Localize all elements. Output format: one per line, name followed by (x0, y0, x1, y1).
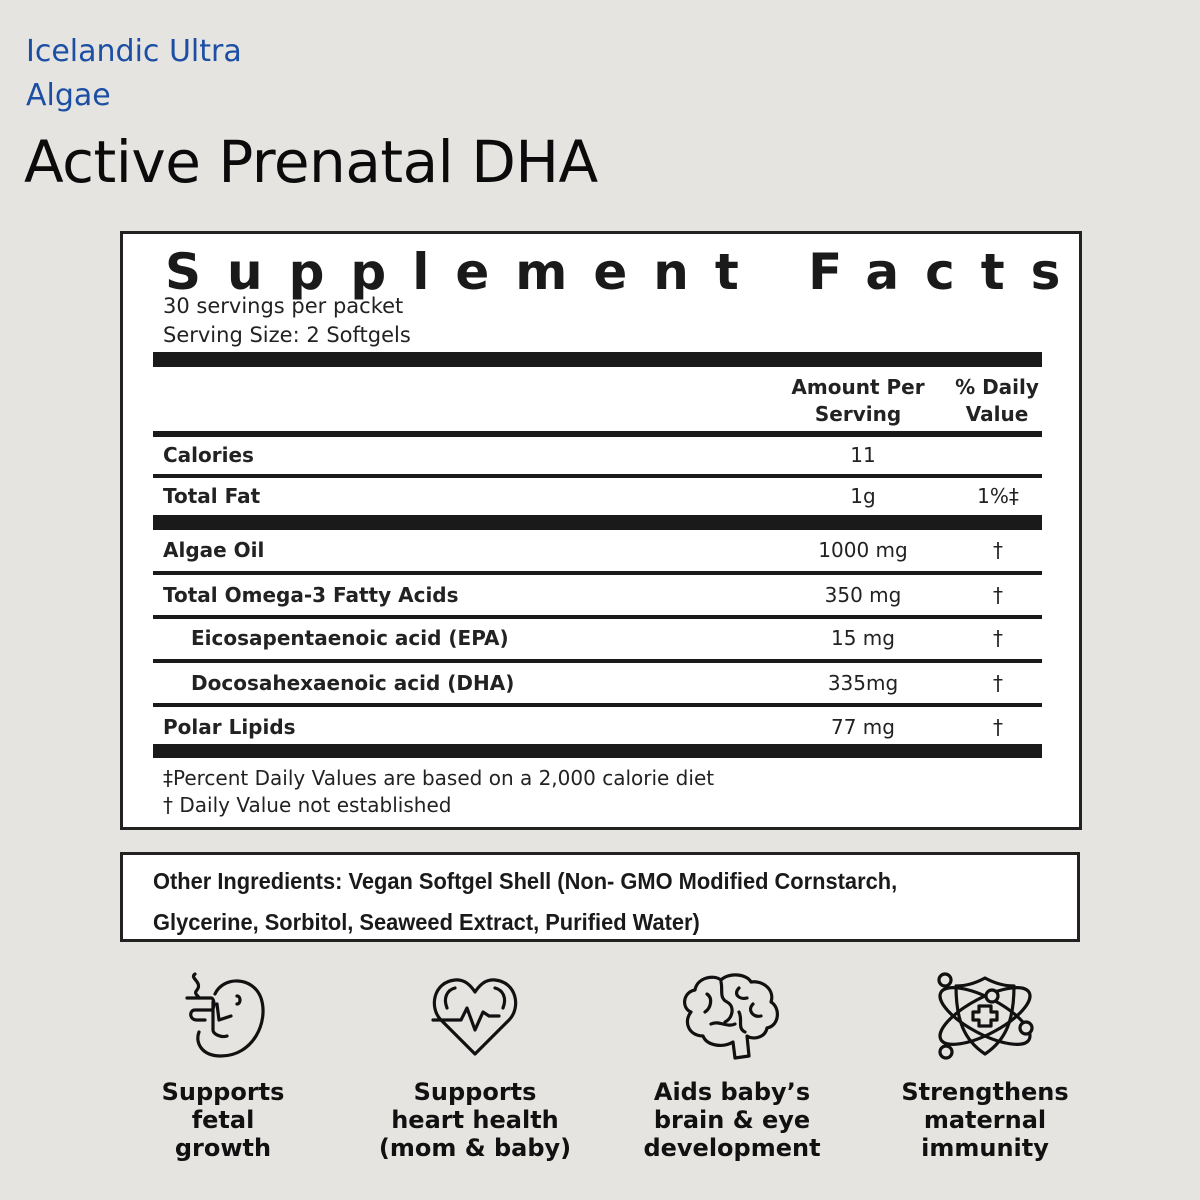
footnote-dv-not-established: † Daily Value not established (163, 793, 452, 817)
benefit-label-line: (mom & baby) (378, 1134, 572, 1162)
nutrient-row (163, 443, 1043, 473)
other-ingredients-box (120, 852, 1080, 942)
benefit-label-line: Aids baby’s (653, 1078, 811, 1106)
nutrient-dv: † (993, 583, 1003, 607)
nutrient-name: Algae Oil (163, 538, 265, 562)
benefit-label-line: maternal (923, 1106, 1047, 1134)
nutrient-name: Docosahexaenoic acid (DHA) (191, 671, 515, 695)
serving-size: Serving Size: 2 Softgels (163, 323, 411, 347)
benefit-label-line: immunity (921, 1134, 1049, 1162)
dv-header-line2: Value (965, 402, 1029, 426)
nutrient-dv: † (993, 626, 1003, 650)
benefit-label-line: development (643, 1134, 821, 1162)
benefit-brain-eye-development (607, 968, 857, 1162)
thick-divider (153, 744, 1042, 758)
thick-divider (153, 352, 1042, 367)
amount-header-line2: Serving (814, 402, 902, 426)
benefit-fetal-growth (98, 968, 348, 1162)
benefit-label (98, 1078, 348, 1162)
nutrient-dv: † (993, 538, 1003, 562)
benefit-label-line: fetal (191, 1106, 255, 1134)
nutrient-row (163, 538, 1043, 568)
nutrient-row (163, 484, 1043, 514)
benefit-heart-health (350, 968, 600, 1162)
benefit-label-line: heart health (391, 1106, 559, 1134)
footnote-percent-dv: ‡Percent Daily Values are based on a 2,000 calorie diet (163, 766, 715, 790)
nutrient-amount: 11 (850, 443, 876, 467)
brain-icon (677, 968, 787, 1064)
nutrient-name: Total Fat (163, 484, 261, 508)
nutrient-amount: 1000 mg (818, 538, 908, 562)
supplement-facts-panel (120, 231, 1087, 830)
thin-divider (153, 615, 1042, 619)
heart-pulse-icon (427, 968, 523, 1064)
benefit-label-line: Strengthens (901, 1078, 1069, 1106)
nutrient-amount: 1g (850, 484, 876, 508)
nutrient-row (163, 583, 1043, 613)
nutrient-amount: 335mg (827, 671, 899, 695)
brand-name: Icelandic Ultra Algae (26, 34, 242, 113)
benefit-maternal-immunity (860, 968, 1110, 1162)
shield-atom-icon (930, 968, 1040, 1064)
medium-divider (153, 431, 1042, 437)
benefit-label-line: Supports (161, 1078, 285, 1106)
product-title: Active Prenatal DHA (24, 128, 598, 196)
supplement-facts-title: Supplement Facts (165, 243, 1087, 301)
amount-per-serving-header (778, 374, 938, 428)
benefit-label (350, 1078, 600, 1162)
thin-divider (153, 703, 1042, 707)
other-ingredients-text: Other Ingredients: Vegan Softgel Shell (Non- GMO Modified Cornstarch, Glycerine, Sorbitol, Seaweed Extract, Purified Water) (153, 868, 898, 935)
fetus-icon (175, 968, 271, 1064)
benefit-label-line: growth (174, 1134, 272, 1162)
dv-header-line1: % Daily (955, 375, 1039, 399)
nutrient-dv: † (993, 671, 1003, 695)
benefit-label (607, 1078, 857, 1162)
amount-header-line1: Amount Per (791, 375, 925, 399)
nutrient-amount: 15 mg (831, 626, 895, 650)
nutrient-name: Polar Lipids (163, 715, 296, 739)
benefit-label-line: Supports (413, 1078, 537, 1106)
servings-per-container: 30 servings per packet (163, 294, 404, 318)
daily-value-header (945, 374, 1049, 428)
thin-divider (153, 571, 1042, 575)
nutrient-name: Calories (163, 443, 254, 467)
benefit-label-line: brain & eye (653, 1106, 811, 1134)
nutrient-row (163, 715, 1043, 745)
nutrient-row (163, 671, 1043, 701)
nutrient-row (163, 626, 1043, 656)
nutrient-dv: 1%‡ (977, 484, 1019, 508)
nutrient-name: Eicosapentaenoic acid (EPA) (191, 626, 509, 650)
nutrient-dv: † (993, 715, 1003, 739)
thin-divider (153, 474, 1042, 478)
thin-divider (153, 659, 1042, 663)
nutrient-amount: 350 mg (824, 583, 902, 607)
nutrient-name: Total Omega-3 Fatty Acids (163, 583, 459, 607)
benefit-label (860, 1078, 1110, 1162)
nutrient-amount: 77 mg (831, 715, 895, 739)
thick-divider (153, 515, 1042, 530)
